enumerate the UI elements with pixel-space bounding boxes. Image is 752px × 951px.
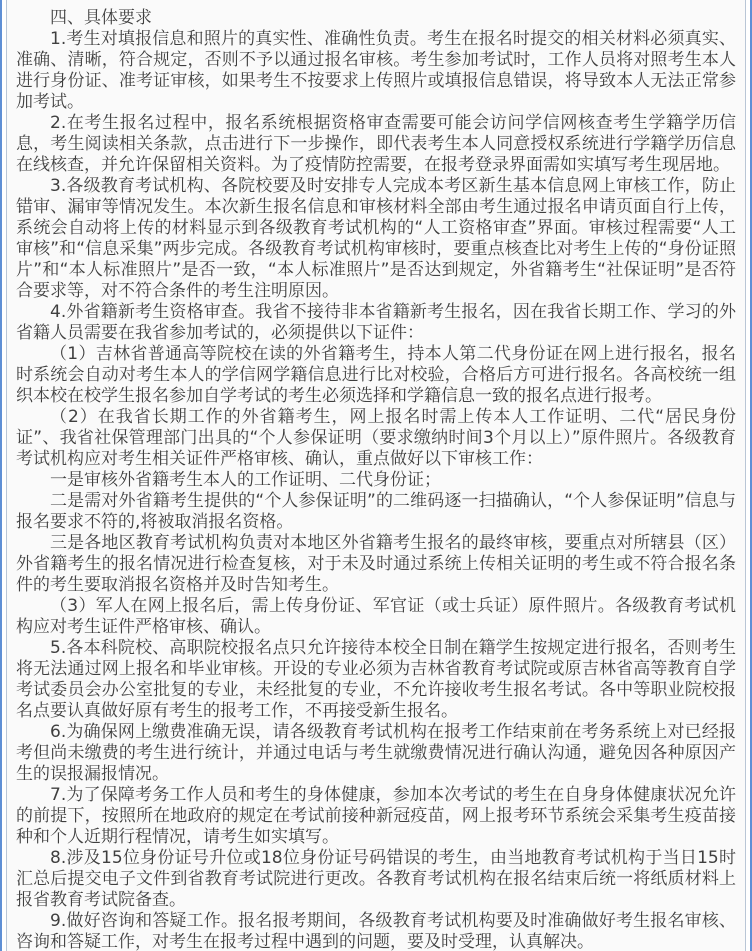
paragraph: 2.在考生报名过程中，报名系统根据资格审查需要可能会访问学信网核查考生学籍学历信息，考生阅读相关条款，点击进行下一步操作，即代表考生本人同意授权系统进行学籍学历信息在线核查，并允许保留相关资料。为了疫情防控需要，在报考登录界面需如实填写考生现居地。: [16, 113, 736, 175]
paragraph: （1）吉林省普通高等院校在读的外省籍考生，持本人第二代身份证在网上进行报名，报名时系统会自动对考生本人的学信网学籍信息进行比对校验，合格后方可进行报名。各高校统一组织本校在校学生报名参加自学考试的考生必须选择和学籍信息一致的报名点进行报考。: [16, 344, 736, 406]
paragraph: 8.涉及15位身份证号升位或18位身份证号码错误的考生，由当地教育考试机构于当日15时汇总后提交电子文件到省教育考试院进行更改。各教育考试机构在报名结束后统一将纸质材料上报省教育考试院备查。: [16, 848, 736, 910]
document-body: [16, 8, 736, 951]
paragraph: 7.为了保障考务工作人员和考生的身体健康，参加本次考试的考生在自身身体健康状况允许的前提下，按照所在地政府的规定在考试前接种新冠疫苗，网上报考环节系统会采集考生疫苗接种和个人近期行程情况，请考生如实填写。: [16, 785, 736, 847]
document-panel: [6, 0, 746, 951]
paragraph: （3）军人在网上报名后，需上传身份证、军官证（或士兵证）原件照片。各级教育考试机构应对考生证件严格审核、确认。: [16, 596, 736, 637]
paragraph: 3.各级教育考试机构、各院校要及时安排专人完成本考区新生基本信息网上审核工作，防止错审、漏审等情况发生。本次新生报名信息和审核材料全部由考生通过报名申请页面自行上传，系统会自动将上传的材料显示到各级教育考试机构的“人工资格审查”界面。审核过程需要“人工审核”和“信息采集”两步完成。各级教育考试机构审核时，要重点核查比对考生上传的“身份证照片”和“本人标准照片”是否一致，“本人标准照片”是否达到规定，外省籍考生“社保证明”是否符合要求等，对不符合条件的考生注明原因。: [16, 176, 736, 301]
paragraph: （2）在我省长期工作的外省籍考生，网上报名时需上传本人工作证明、二代“居民身份证”、我省社保管理部门出具的“个人参保证明（要求缴纳时间3个月以上）”原件照片。各级教育考试机构应对考生相关证件严格审核、确认，重点做好以下审核工作：: [16, 407, 736, 469]
paragraph: 一是审核外省籍考生本人的工作证明、二代身份证；: [50, 470, 441, 490]
paragraph: 6.为确保网上缴费准确无误，请各级教育考试机构在报考工作结束前在考务系统上对已经报考但尚未缴费的考生进行统计，并通过电话与考生就缴费情况进行确认沟通，避免因各种原因产生的误报漏报情况。: [16, 722, 736, 784]
paragraph: 9.做好咨询和答疑工作。报名报考期间，各级教育考试机构要及时准确做好考生报名审核、咨询和答疑工作，对考生在报考过程中遇到的问题，要及时受理，认真解决。: [16, 911, 736, 951]
paragraph: 5.各本科院校、高职院校报名点只允许接待本校全日制在籍学生按规定进行报名，否则考生将无法通过网上报名和毕业审核。开设的专业必须为吉林省教育考试院或原吉林省高等教育自学考试委员会办公室批复的专业，未经批复的专业，不允许接收考生报名考试。各中等职业院校报名点要认真做好原有考生的报考工作，不再接受新生报名。: [16, 638, 736, 721]
paragraph: 二是需对外省籍考生提供的“个人参保证明”的二维码逐一扫描确认，“个人参保证明”信息与报名要求不符的,将被取消报名资格。: [16, 491, 736, 532]
paragraph: 4.外省籍新考生资格审查。我省不接待非本省籍新考生报名，因在我省长期工作、学习的外省籍人员需要在我省参加考试的，必须提供以下证件：: [16, 302, 736, 343]
paragraph: 三是各地区教育考试机构负责对本地区外省籍考生报名的最终审核，要重点对所辖县（区）外省籍考生的报名情况进行检查复核，对于未及时通过系统上传相关证明的考生或不符合报名条件的考生要取消报名资格并及时告知考生。: [16, 533, 736, 595]
section-title: 四、具体要求: [50, 8, 152, 28]
paragraph: 1.考生对填报信息和照片的真实性、准确性负责。考生在报名时提交的相关材料必须真实、准确、清晰，符合规定，否则不予以通过报名审核。考生参加考试时，工作人员将对照考生本人进行身份证、准考证审核，如果考生不按要求上传照片或填报信息错误，将导致本人无法正常参加考试。: [16, 29, 736, 112]
